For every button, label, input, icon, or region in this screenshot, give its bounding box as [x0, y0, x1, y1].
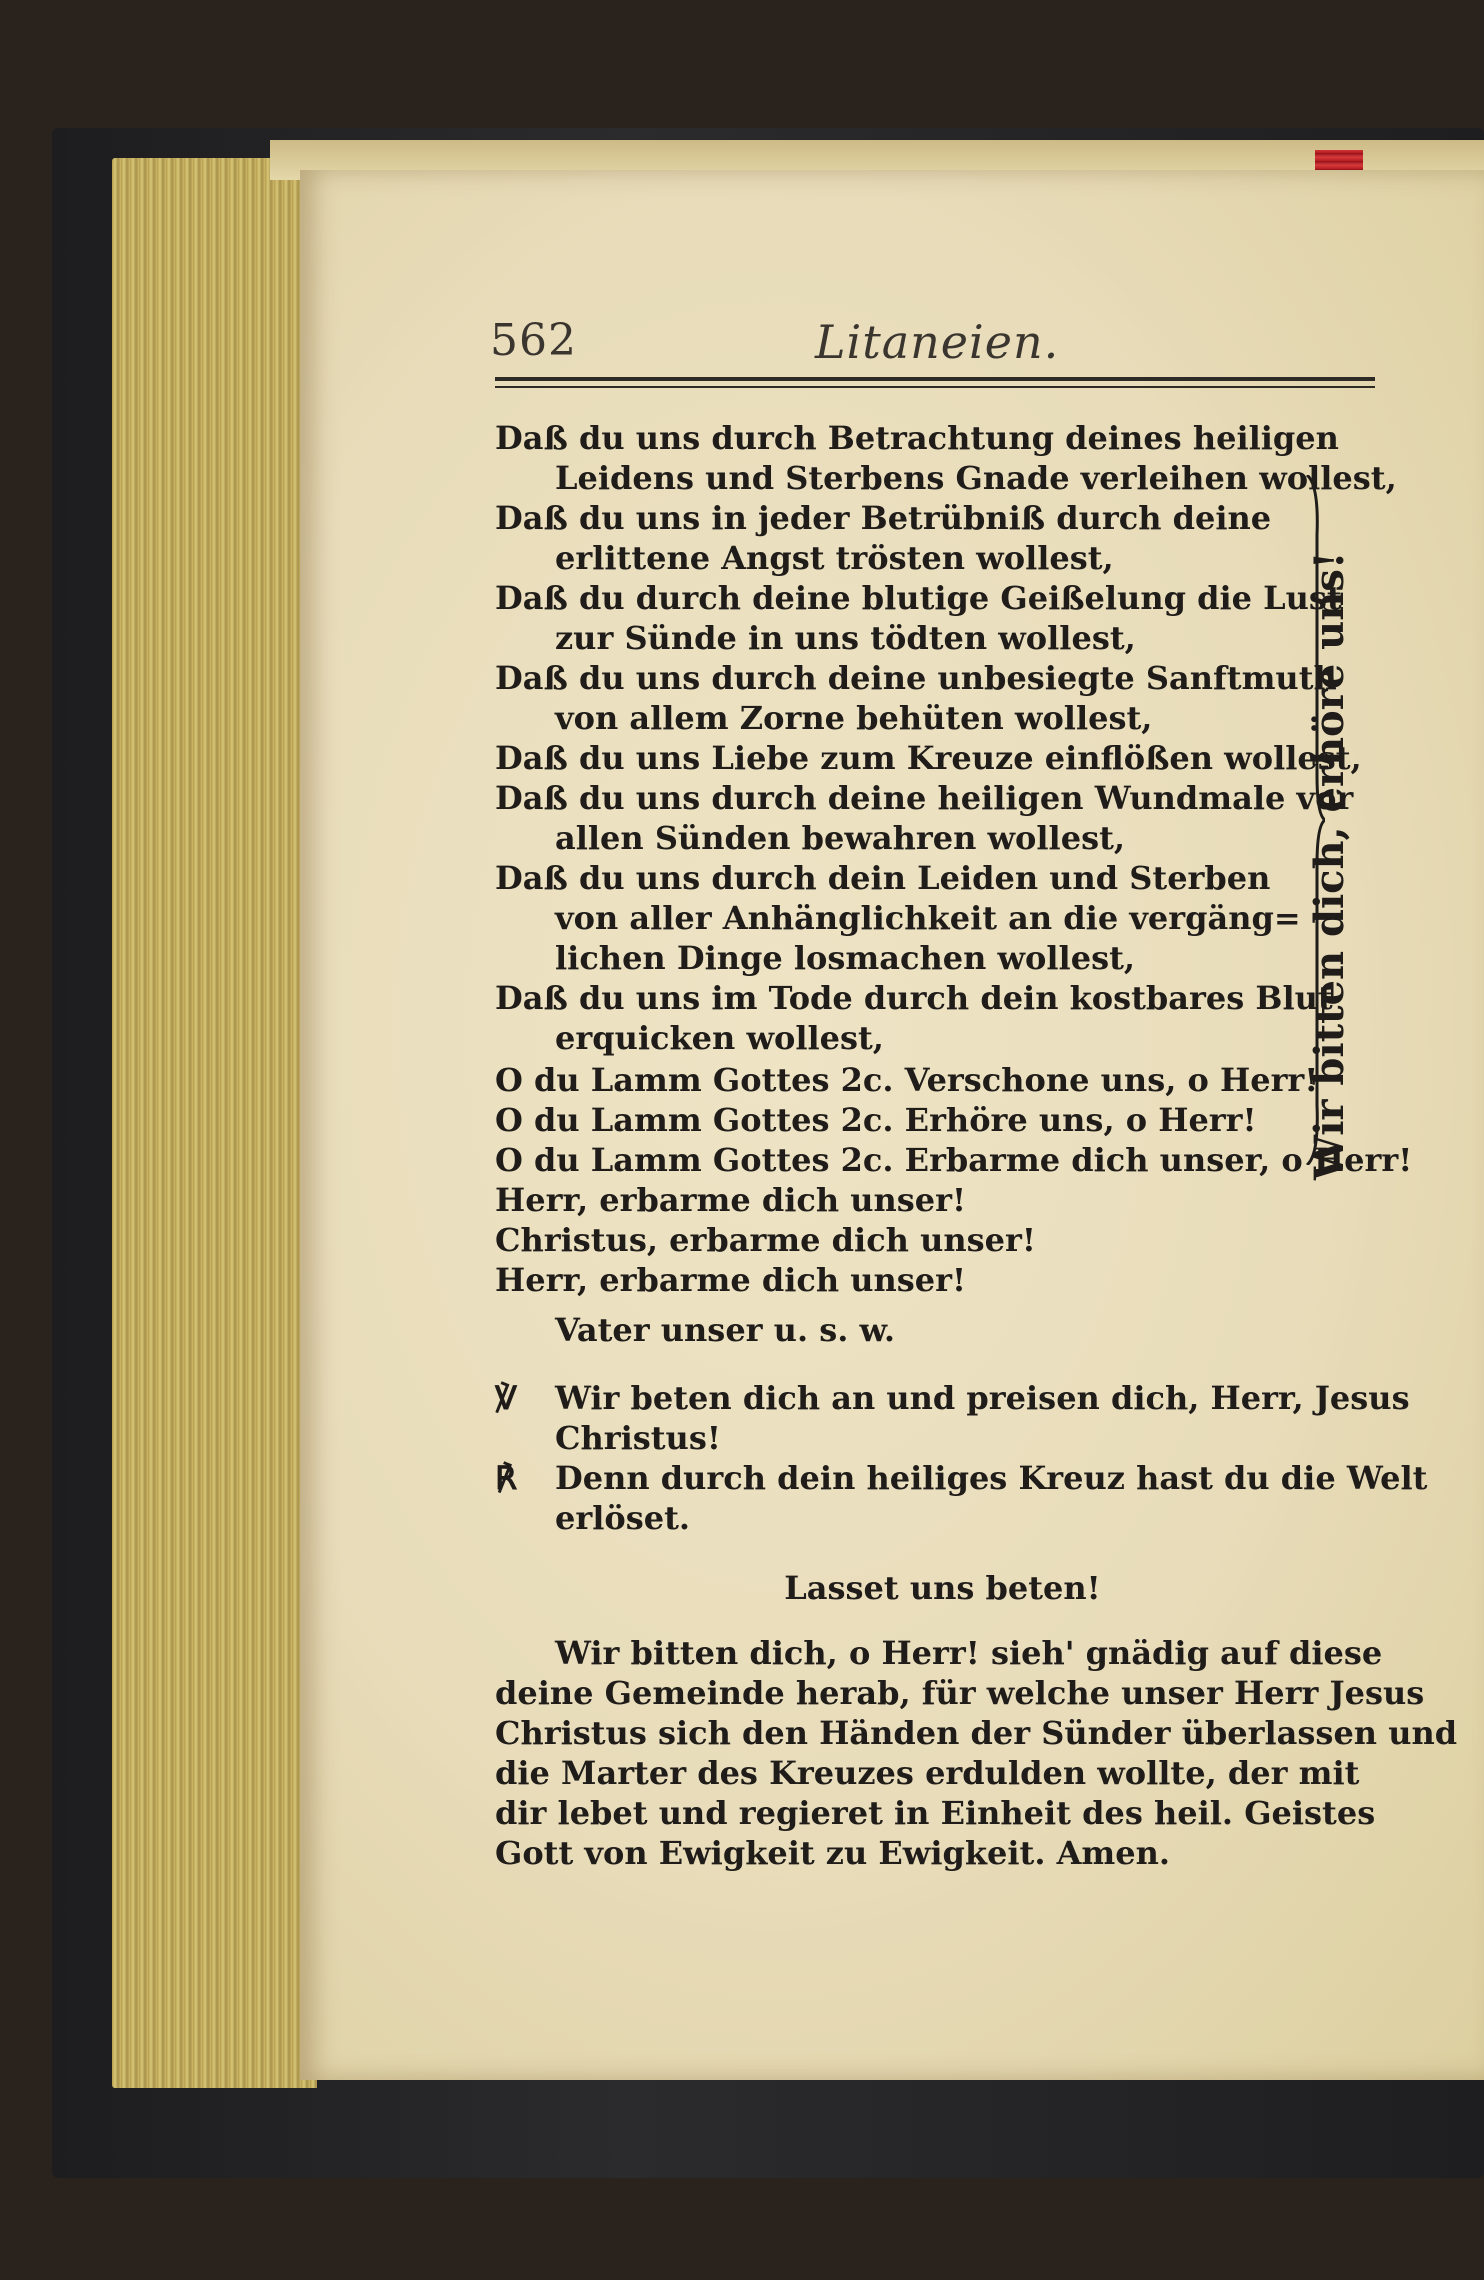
verse-line: Daß du uns Liebe zum Kreuze einflößen wollest,: [495, 739, 1362, 777]
verse-line: zur Sünde in uns tödten wollest,: [555, 619, 1136, 657]
prayer-line: Christus sich den Händen der Sünder überlassen und: [495, 1714, 1458, 1752]
versicle-mark: ℣: [495, 1379, 517, 1417]
verse-line: erlittene Angst trösten wollest,: [555, 539, 1114, 577]
header-rule-thick: [495, 377, 1375, 381]
header-rule-thin: [495, 386, 1375, 388]
verse-line: Daß du uns durch deine unbesiegte Sanftmuth: [495, 659, 1337, 697]
verse-line: Daß du uns durch deine heiligen Wundmale vor: [495, 779, 1354, 817]
kyrie-line: Christus, erbarme dich unser!: [495, 1221, 1036, 1259]
response-mark: ℟: [495, 1459, 517, 1497]
verse-line: Daß du uns in jeder Betrübniß durch deine: [495, 499, 1272, 537]
prayer-line: deine Gemeinde herab, für welche unser Herr Jesus: [495, 1674, 1425, 1712]
verse-line: Daß du uns im Tode durch dein kostbares Blut: [495, 979, 1333, 1017]
kyrie-line: Herr, erbarme dich unser!: [495, 1181, 967, 1219]
prayer-line: die Marter des Kreuzes erdulden wollte, der mit: [495, 1754, 1360, 1792]
verse-line: von aller Anhänglichkeit an die vergäng=: [555, 899, 1301, 937]
page-number: 562: [490, 315, 577, 366]
agnus-line: O du Lamm Gottes 2c. Erhöre uns, o Herr!: [495, 1101, 1257, 1139]
prayer-line: dir lebet und regieret in Einheit des heil. Geistes: [495, 1794, 1376, 1832]
response-line: Denn durch dein heiliges Kreuz hast du die Welt: [555, 1459, 1428, 1497]
versicle-line: Christus!: [555, 1419, 721, 1457]
page-header: [490, 315, 1290, 395]
pater-noster-line: Vater unser u. s. w.: [555, 1311, 895, 1349]
verse-line: erquicken wollest,: [555, 1019, 884, 1057]
verse-line: Daß du uns durch Betrachtung deines heiligen: [495, 419, 1339, 457]
running-title: Litaneien.: [815, 315, 1060, 369]
verse-line: von allem Zorne behüten wollest,: [555, 699, 1153, 737]
verse-line: Leidens und Sterbens Gnade verleihen wollest,: [555, 459, 1397, 497]
book-page: [300, 170, 1484, 2080]
prayer-heading: Lasset uns beten!: [784, 1569, 1101, 1607]
gilt-page-edges: [112, 158, 317, 2088]
verse-line: Daß du uns durch dein Leiden und Sterben: [495, 859, 1271, 897]
side-refrain: Wir bitten dich, erhöre uns!: [1306, 551, 1353, 1180]
versicle-line: Wir beten dich an und preisen dich, Herr, Jesus: [555, 1379, 1410, 1417]
prayer-line: Wir bitten dich, o Herr! sieh' gnädig auf diese: [555, 1634, 1383, 1672]
verse-line: Daß du durch deine blutige Geißelung die Lust: [495, 579, 1342, 617]
kyrie-line: Herr, erbarme dich unser!: [495, 1261, 967, 1299]
response-line: erlöset.: [555, 1499, 691, 1537]
verse-line: lichen Dinge losmachen wollest,: [555, 939, 1135, 977]
verse-line: allen Sünden bewahren wollest,: [555, 819, 1125, 857]
agnus-line: O du Lamm Gottes 2c. Erbarme dich unser, o Herr!: [495, 1141, 1413, 1179]
agnus-line: O du Lamm Gottes 2c. Verschone uns, o Herr!: [495, 1061, 1319, 1099]
prayer-line: Gott von Ewigkeit zu Ewigkeit. Amen.: [495, 1834, 1171, 1872]
